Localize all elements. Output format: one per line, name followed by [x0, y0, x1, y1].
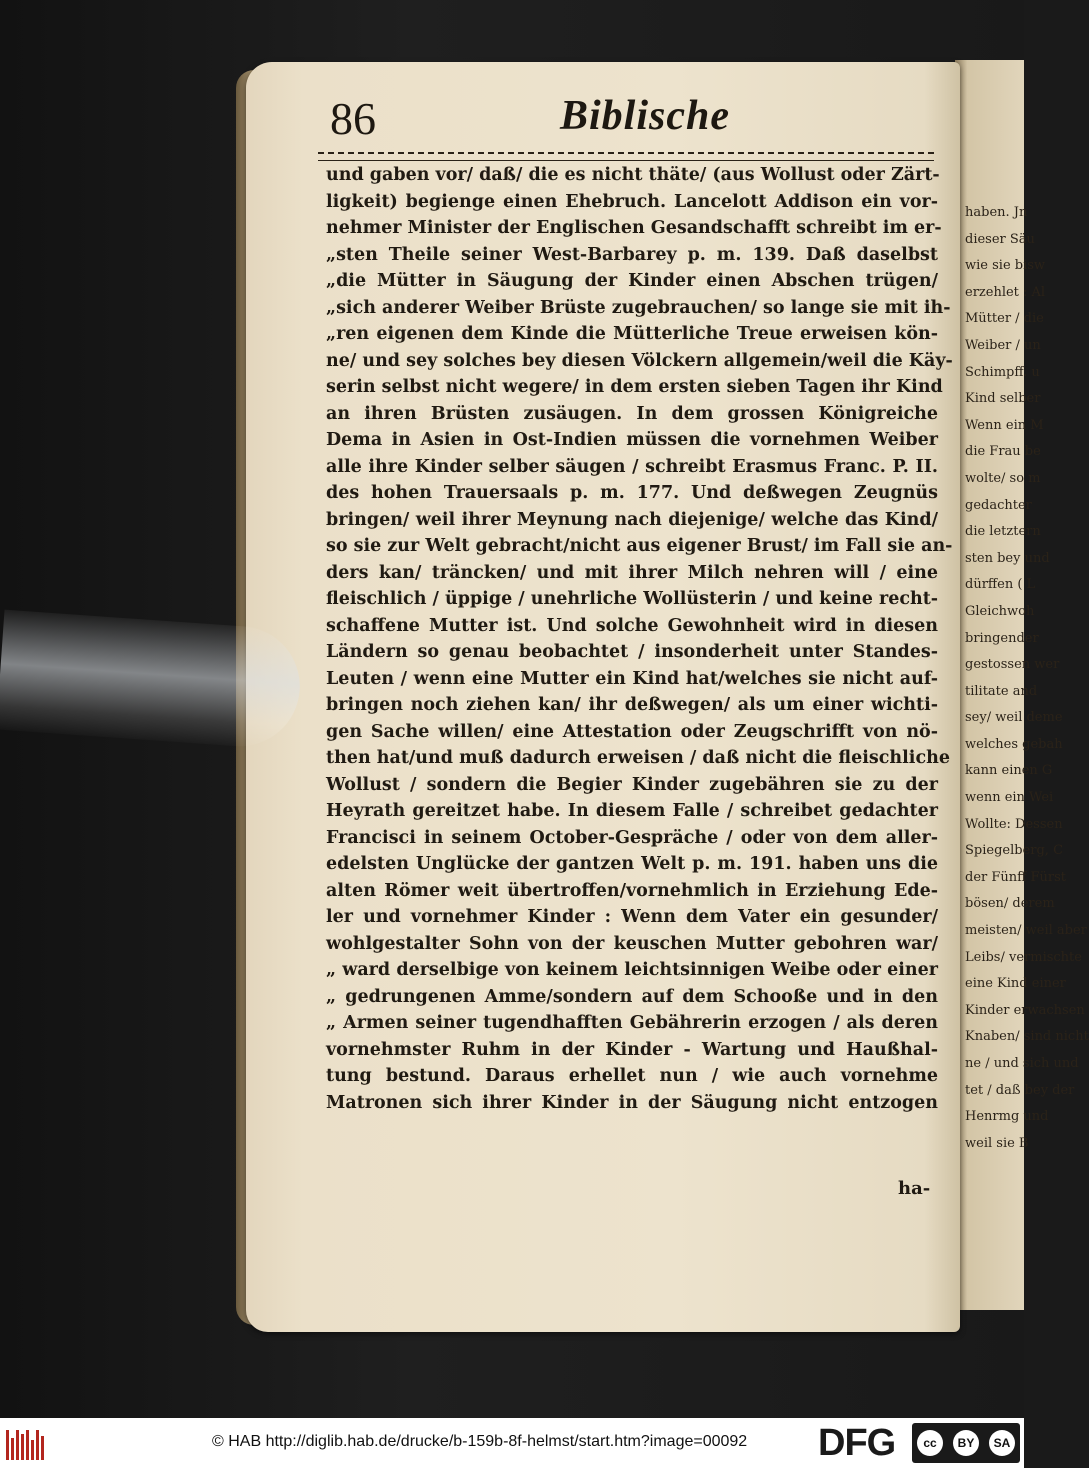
- hab-logo-icon: [6, 1426, 46, 1460]
- page-number: 86: [330, 93, 376, 144]
- text-line: des hohen Trauersaals p. m. 177. Und deßwegen Zeugnüs: [326, 483, 938, 503]
- facing-text-line: kann einen G: [965, 763, 1053, 779]
- text-line: alten Römer weit übertroffen/vornehmlich in Erziehung Ede-: [326, 880, 938, 901]
- facing-text-line: wie sie bisw: [965, 258, 1046, 274]
- facing-text-line: weil sie B: [965, 1135, 1029, 1151]
- facing-text-line: Mütter / die: [965, 311, 1044, 327]
- text-line: ders kan/ träncken/ und mit ihrer Milch nehren will / eine: [326, 562, 938, 583]
- facing-text-line: Spiegelberg, C: [965, 843, 1064, 859]
- facing-text-line: die Frau be: [965, 444, 1041, 460]
- facing-text-line: wenn ein Wei: [965, 790, 1054, 806]
- text-line: Francisci in seinem October-Gespräche / oder von dem aller-: [326, 827, 938, 848]
- text-line: bringen noch ziehen kan/ ihr deßwegen/ als um einer wichti-: [326, 695, 938, 715]
- facing-text-line: dürffen ( L: [965, 577, 1036, 593]
- text-line: wohlgestalter Sohn von der keuschen Mutter gebohren war/: [326, 933, 938, 954]
- dfg-logo: DFG: [818, 1422, 896, 1464]
- text-line: ler und vornehmer Kinder : Wenn dem Vater ein gesunder/: [326, 907, 938, 927]
- facing-text-line: der Fünff Fürst: [965, 869, 1066, 885]
- facing-text-line: Kind selber: [965, 391, 1041, 407]
- facing-text-line: Henrmg und: [965, 1109, 1049, 1125]
- text-line: Dema in Asien in Ost-Indien müssen die vornehmen Weiber: [326, 430, 938, 450]
- facing-text-line: tet / daß bey der: [965, 1082, 1075, 1098]
- text-line: Wollust / sondern die Begier Kinder zugebähren sie zu der: [326, 774, 938, 795]
- facing-text-line: tilitate and: [965, 683, 1038, 699]
- facing-text-line: Gleichwoh: [965, 603, 1035, 619]
- text-line: und gaben vor/ daß/ die es nicht thäte/ (aus Wollust oder Zärt-: [326, 165, 940, 185]
- viewer-footer: [0, 1418, 1024, 1468]
- text-line: an ihren Brüsten zusäugen. In dem grossen Königreiche: [326, 403, 938, 424]
- text-line: edelsten Unglücke der gantzen Welt p. m. 191. haben uns die: [326, 854, 938, 874]
- text-line: bringen/ weil ihrer Meynung nach diejenige/ welche das Kind/: [326, 509, 938, 530]
- facing-text-line: Kinder erwachsen: [965, 1002, 1085, 1018]
- text-line: „sten Theile seiner West-Barbarey p. m. 139. Daß daselbst: [326, 244, 938, 265]
- facing-text-line: Wenn ein M: [965, 417, 1044, 433]
- facing-text-line: gestossen wer: [965, 657, 1060, 673]
- facing-text-line: meisten/ weil aber: [965, 923, 1087, 939]
- facing-text-line: haben. Jn: [965, 205, 1028, 220]
- text-line: Heyrath gereitzet habe. In diesem Falle / schreibet gedachter: [326, 801, 938, 821]
- facing-text-line: bösen/ derem: [965, 896, 1055, 912]
- facing-text-line: Wollte: Dessen: [965, 816, 1063, 832]
- text-line: „ Armen seiner tugendhafften Gebährerin erzogen / als deren: [326, 1013, 938, 1033]
- header-rule: [318, 152, 934, 161]
- facing-text-line: bringender: [965, 630, 1039, 646]
- facing-text-line: erzehlet : Al: [965, 284, 1046, 300]
- facing-text-line: dieser Säu: [965, 231, 1035, 247]
- facing-text-line: gedachter: [965, 497, 1032, 513]
- by-icon: BY: [953, 1430, 979, 1456]
- text-line: Matronen sich ihrer Kinder in der Säugung nicht entzogen: [326, 1092, 938, 1113]
- sa-icon: SA: [989, 1430, 1015, 1456]
- facing-text-line: sten bey und: [965, 550, 1050, 566]
- text-line: then hat/und muß dadurch erweisen / daß nicht die fleischliche: [326, 748, 950, 768]
- facing-text-line: Schimpff. u: [965, 364, 1040, 380]
- cc-icon: cc: [917, 1430, 943, 1456]
- text-line: schaffene Mutter ist. Und solche Gewohnheit wird in diesen: [326, 615, 938, 636]
- facing-text-line: sey/ weil deme: [965, 710, 1063, 726]
- text-line: serin selbst nicht wegere/ in dem ersten sieben Tagen ihr Kind: [326, 377, 943, 397]
- text-line: „ ward derselbige von keinem leichtsinnigen Weibe oder einer: [326, 960, 938, 980]
- text-line: nehmer Minister der Englischen Gesandschafft schreibt im er-: [326, 218, 942, 238]
- text-line: „sich anderer Weiber Brüste zugebrauchen/ so lange sie mit ih-: [326, 297, 951, 318]
- catchword: ha-: [898, 1178, 931, 1199]
- text-line: ne/ und sey solches bey diesen Völckern allgemein/weil die Käy-: [326, 350, 953, 371]
- facing-text-line: Weiber / un: [965, 337, 1041, 353]
- text-line: ligkeit) begienge einen Ehebruch. Lancelott Addison ein vor-: [326, 191, 938, 212]
- text-line: „die Mütter in Säugung der Kinder einen Abschen trügen/: [326, 271, 938, 291]
- text-line: „ gedrungenen Amme/sondern auf dem Schooße und in den: [326, 986, 938, 1007]
- text-line: so sie zur Welt gebracht/nicht aus eigener Brust/ im Fall sie an-: [326, 536, 953, 556]
- text-line: Leuten / wenn eine Mutter ein Kind hat/welches sie nicht auf-: [326, 668, 938, 689]
- text-line: fleischlich / üppige / unehrliche Wollüsterin / und keine recht-: [326, 589, 939, 609]
- copyright-link[interactable]: © HAB http://diglib.hab.de/drucke/b-159b-8f-helmst/start.htm?image=00092: [212, 1433, 748, 1450]
- facing-text-line: Knaben/ sind nicht: [965, 1029, 1089, 1045]
- text-line: gen Sache willen/ eine Attestation oder Zeugschrifft von nö-: [326, 721, 938, 742]
- facing-text-line: die letztern: [965, 524, 1041, 540]
- facing-page: [955, 60, 1089, 1310]
- running-head: Biblische: [560, 93, 731, 139]
- text-line: Ländern so genau beobachtet / insonderheit unter Standes-: [326, 642, 938, 662]
- facing-text-line: ne / und sich und: [965, 1056, 1079, 1071]
- cc-license-badge[interactable]: [912, 1423, 1020, 1463]
- facing-text-line: eine Kind einer: [965, 976, 1066, 992]
- text-line: vornehmster Ruhm in der Kinder - Wartung und Haußhal-: [326, 1039, 938, 1060]
- text-line: „ren eigenen dem Kinde die Mütterliche Treue erweisen kön-: [326, 324, 938, 344]
- facing-text-line: Leibs/ vermischte: [965, 949, 1082, 965]
- body-text: [326, 162, 953, 1116]
- facing-page-text: [965, 200, 1089, 1157]
- facing-text-line: welches gebah: [965, 736, 1063, 752]
- text-line: alle ihre Kinder selber säugen / schreibt Erasmus Franc. P. II.: [326, 456, 938, 477]
- text-line: tung bestund. Daraus erhellet nun / wie auch vornehme: [326, 1066, 938, 1086]
- facing-text-line: wolte/ so m: [965, 470, 1041, 486]
